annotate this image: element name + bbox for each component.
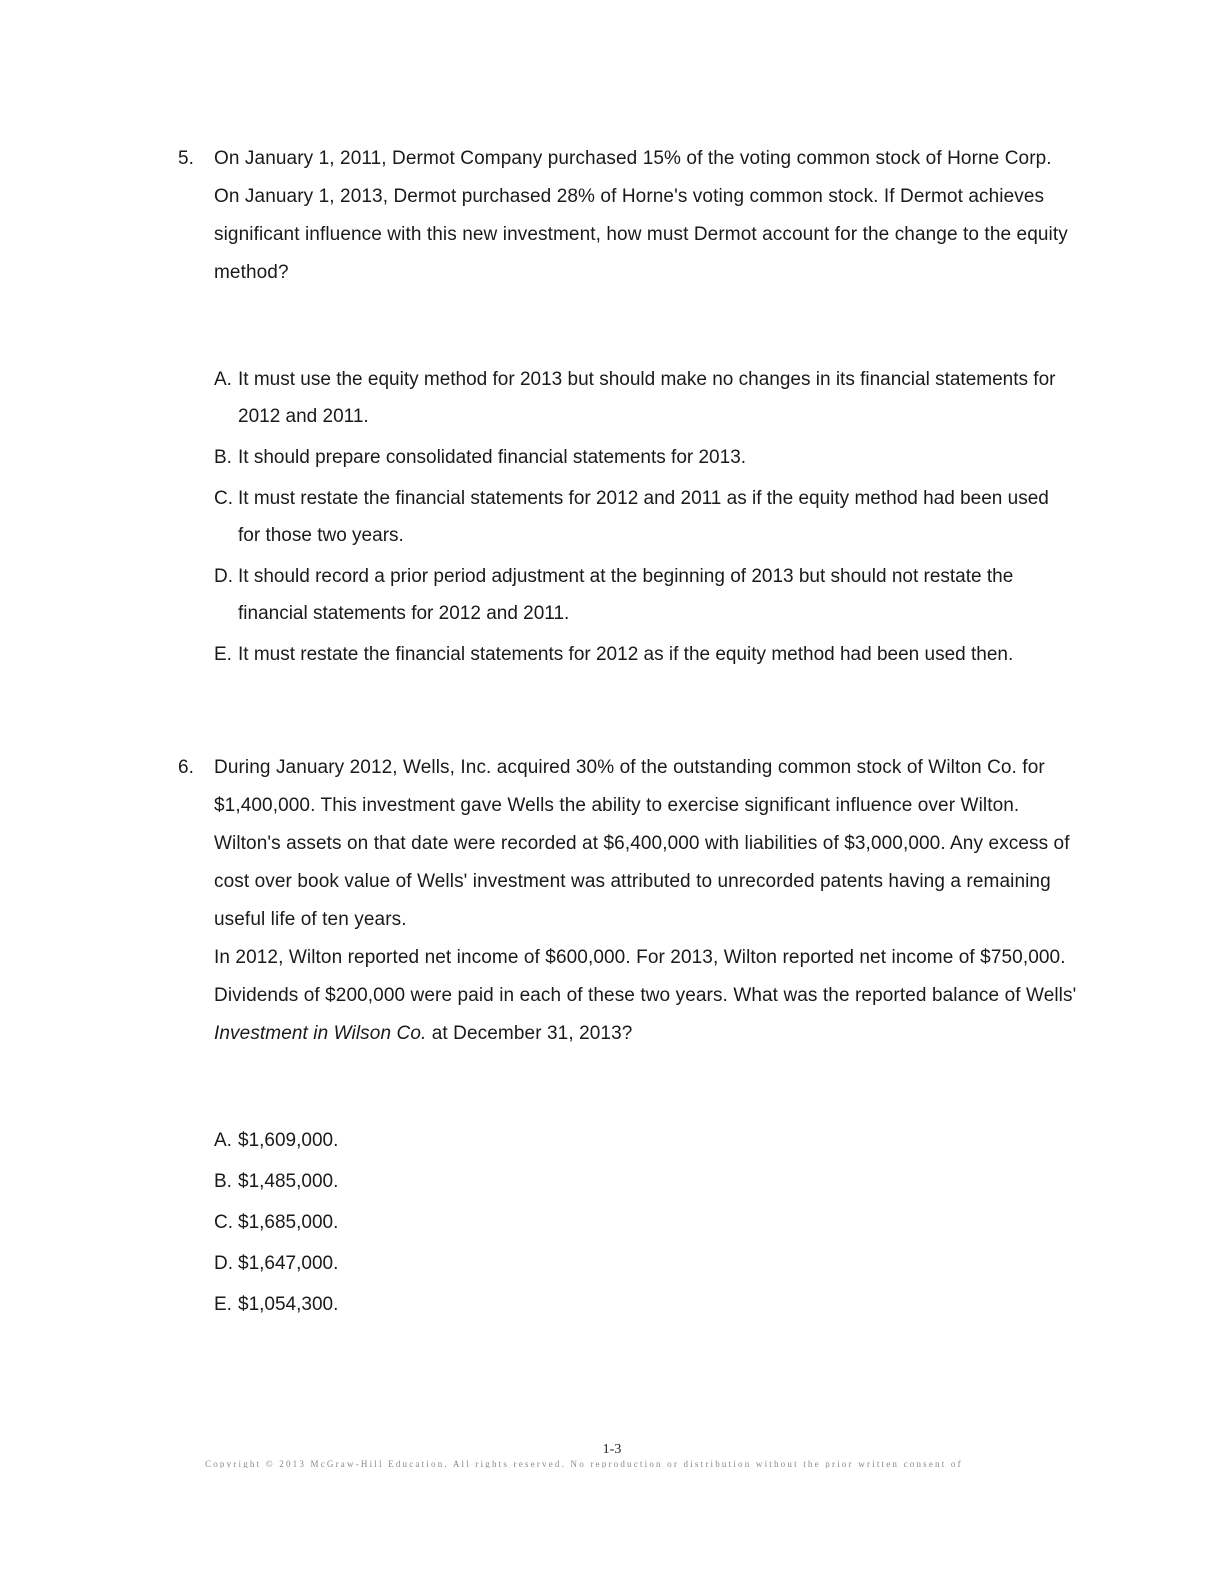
option-text: $1,054,300. <box>238 1294 339 1315</box>
option-text: It must restate the financial statements for 2012 and 2011 as if the equity method had been used for those two years. <box>238 488 1049 546</box>
option-letter: E. <box>214 1294 232 1315</box>
question-text-part: at December 31, 2013? <box>426 1023 633 1044</box>
question-text-part: In 2012, Wilton reported net income of $600,000. For 2013, Wilton reported net income of $750,000. Dividends of $200,000 were paid in each of these two years. What was the reported balance of Wells' <box>214 947 1077 1006</box>
option-text: It should prepare consolidated financial statements for 2013. <box>238 447 747 468</box>
copyright-notice: Copyright © 2013 McGraw-Hill Education. All rights reserved. No reproduction or distribution without the prior written consent of <box>205 1460 963 1468</box>
option-letter: B. <box>214 447 232 468</box>
question-paragraph <box>214 749 1078 939</box>
question-text-part: During January 2012, Wells, Inc. acquired 30% of the outstanding common stock of Wilton Co. for $1,400,000. This investment gave Wells the ability to exercise significant influence over Wilton. Wilton's assets on that date were recorded at $6,400,000 with liabilities of $3,000,000. Any excess of cost over book value of Wells' investment was attributed to unrecorded patents having a remaining useful life of ten years. <box>214 757 1070 930</box>
question-text <box>214 749 1078 1053</box>
question-number: 6. <box>178 757 194 778</box>
question-paragraph <box>214 140 1078 292</box>
option-text: $1,647,000. <box>238 1253 339 1274</box>
answer-option-d[interactable] <box>214 558 1074 632</box>
answer-option-c[interactable] <box>214 1204 1074 1241</box>
question-number: 5. <box>178 148 194 169</box>
option-text: It must use the equity method for 2013 but should make no changes in its financial statements for 2012 and 2011. <box>238 369 1056 427</box>
answer-option-e[interactable] <box>214 1286 1074 1323</box>
option-text: $1,685,000. <box>238 1212 339 1233</box>
option-text: $1,485,000. <box>238 1171 339 1192</box>
page-number: 1-3 <box>602 1442 622 1457</box>
option-letter: B. <box>214 1171 232 1192</box>
option-text: $1,609,000. <box>238 1130 339 1151</box>
answer-option-e[interactable] <box>214 636 1074 673</box>
question-paragraph <box>214 939 1078 1053</box>
answer-option-b[interactable] <box>214 439 1074 476</box>
option-text: It must restate the financial statements for 2012 as if the equity method had been used then. <box>238 644 1014 665</box>
option-letter: D. <box>214 566 233 587</box>
answer-option-b[interactable] <box>214 1163 1074 1200</box>
answer-options-q6 <box>214 1122 1074 1327</box>
answer-option-a[interactable] <box>214 361 1074 435</box>
option-letter: A. <box>214 369 232 390</box>
option-letter: C. <box>214 1212 233 1233</box>
question-6 <box>178 749 1078 1053</box>
option-text: It should record a prior period adjustment at the beginning of 2013 but should not restate the financial statements for 2012 and 2011. <box>238 566 1014 624</box>
question-text-part: On January 1, 2011, Dermot Company purchased 15% of the voting common stock of Horne Corp. On January 1, 2013, Dermot purchased 28% of Horne's voting common stock. If Dermot achieves significant influence with this new investment, how must Dermot account for the change to the equity method? <box>214 148 1068 283</box>
option-letter: D. <box>214 1253 233 1274</box>
option-letter: E. <box>214 644 232 665</box>
option-letter: A. <box>214 1130 232 1151</box>
answer-option-d[interactable] <box>214 1245 1074 1282</box>
answer-option-a[interactable] <box>214 1122 1074 1159</box>
question-5 <box>178 140 1078 292</box>
question-text <box>214 140 1078 292</box>
account-name-italic: Investment in Wilson Co. <box>214 1023 427 1044</box>
answer-option-c[interactable] <box>214 480 1074 554</box>
option-letter: C. <box>214 488 233 509</box>
answer-options-q5 <box>214 361 1074 677</box>
